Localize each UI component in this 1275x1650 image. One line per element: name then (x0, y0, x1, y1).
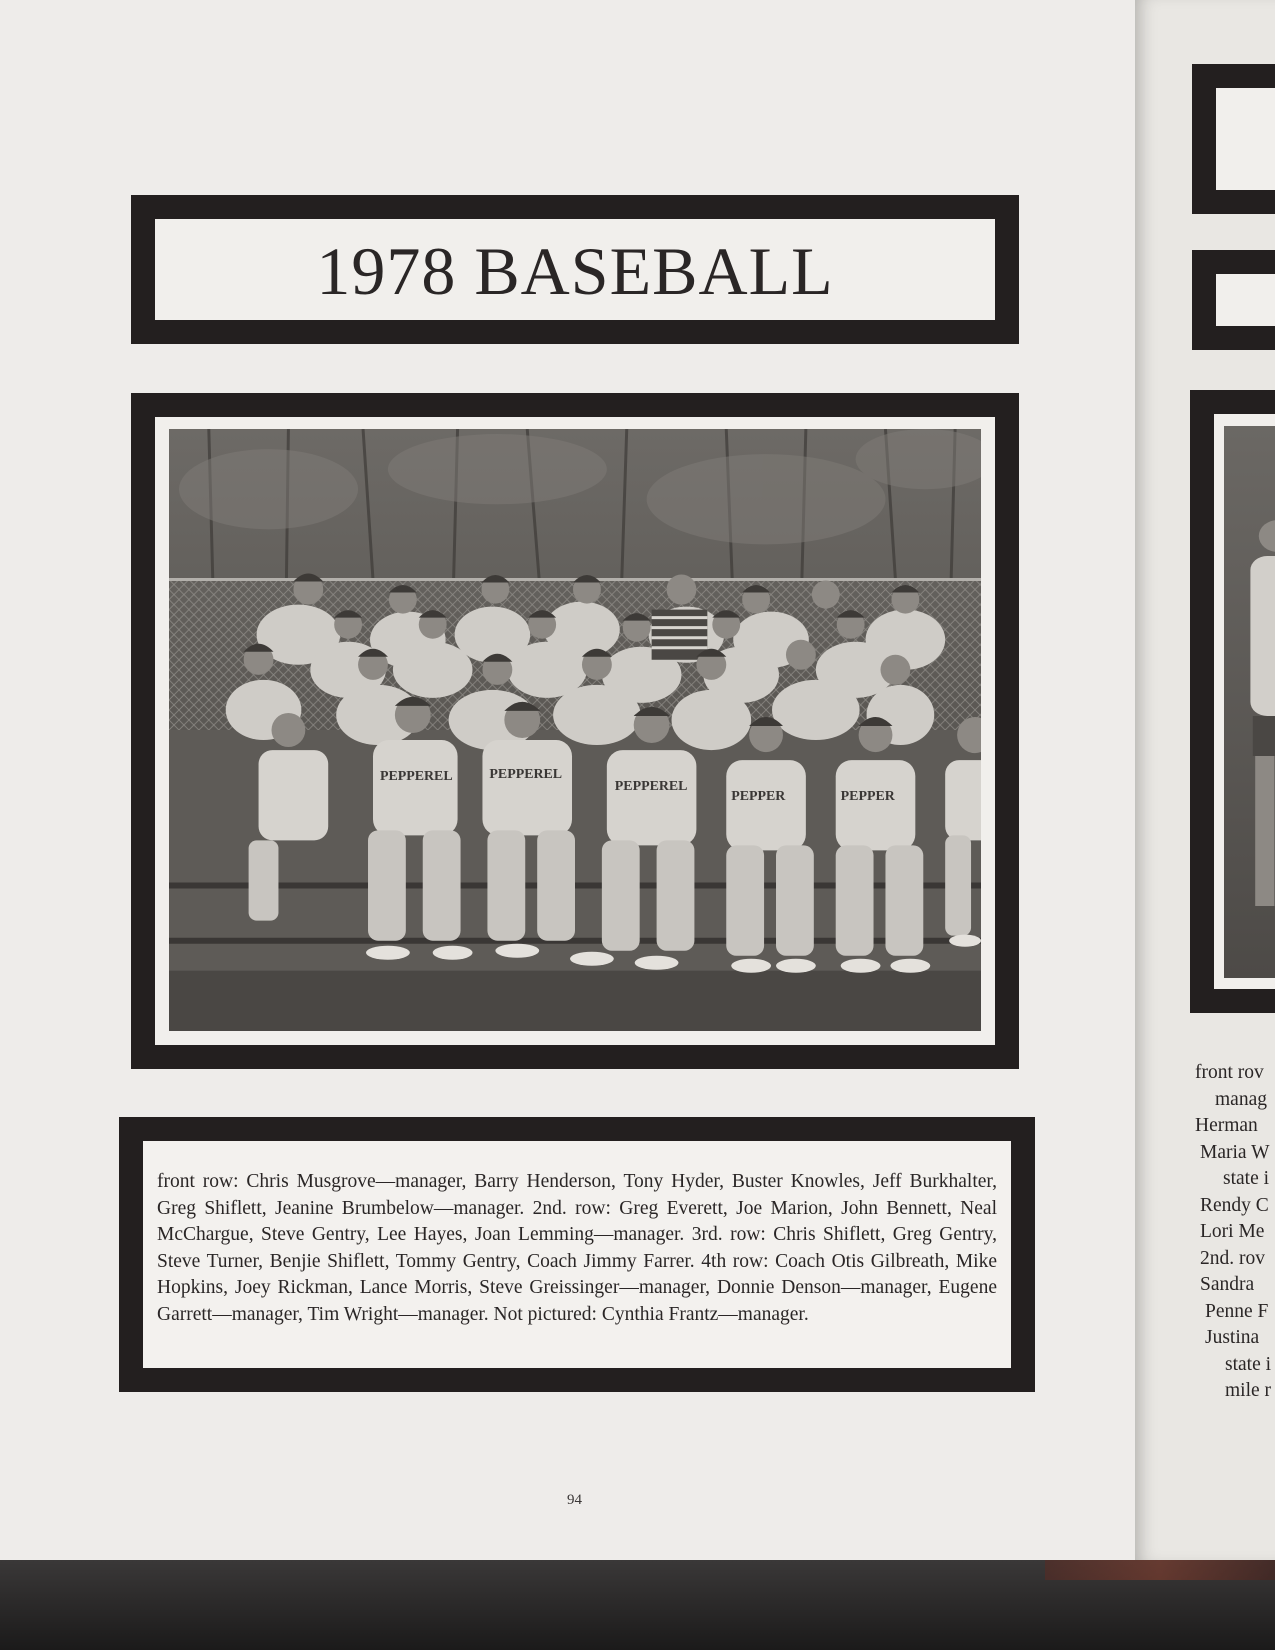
page-number: 94 (567, 1492, 582, 1508)
jersey-text: PEPPEREL (614, 779, 688, 795)
right-title-frame-1 (1192, 64, 1275, 214)
right-caption-line: Herman (1195, 1115, 1258, 1136)
right-title-frame-2 (1192, 250, 1275, 350)
photo-frame (131, 393, 1019, 1069)
right-caption-line: front rov (1195, 1062, 1264, 1083)
photo-caption: front row: Chris Musgrove—manager, Barry Henderson, Tony Hyder, Buster Knowles, Jeff Burkhalter, Greg Shiflett, Jeanine Brumbelow—manager. 2nd. row: Greg Everett, Joe Marion, John Bennett, Neal McChargue, Steve Gentry, Lee Hayes, Joan Lemming—manager. 3rd. row: Chris Shiflett, Greg Gentry, Steve Turner, Benjie Shiflett, Tommy Gentry, Coach Jimmy Farrer. 4th row: Coach Otis Gilbreath, Mike Hopkins, Joey Rickman, Lance Morris, Steve Greissinger—manager, Donnie Denson—manager, Eugene Garrett—manager, Tim Wright—manager. Not pictured: Cynthia Frantz—manager. (157, 1171, 997, 1325)
right-caption-line: manag (1215, 1088, 1267, 1110)
right-caption-line: Lori Me (1200, 1221, 1265, 1242)
right-caption-line: state i (1223, 1168, 1270, 1189)
right-photo (1224, 426, 1275, 978)
photo-mat (155, 417, 995, 1045)
right-caption-line: Sandra (1200, 1274, 1255, 1295)
right-caption-line: Justina (1205, 1327, 1260, 1348)
caption-frame (119, 1117, 1035, 1392)
page-title: 1978 BASEBALL (316, 233, 834, 309)
right-caption-line: Rendy C (1200, 1194, 1269, 1216)
right-caption (1135, 1060, 1275, 1405)
team-photo (169, 429, 981, 1031)
right-caption-line: Penne F (1205, 1300, 1269, 1322)
right-page (1135, 0, 1275, 1560)
right-caption-line: mile r (1225, 1380, 1272, 1401)
right-caption-line: 2nd. rov (1200, 1247, 1265, 1269)
title-frame (131, 195, 1019, 344)
caption-panel (143, 1141, 1011, 1368)
right-photo-image (1224, 426, 1275, 978)
jersey-text: PEPPER (840, 789, 895, 805)
book-cover-edge (0, 1560, 1275, 1650)
jersey-text: PEPPER (731, 789, 786, 805)
right-caption-line: Maria W (1200, 1141, 1270, 1163)
jersey-text: PEPPEREL (489, 767, 563, 783)
jersey-text: PEPPEREL (379, 769, 453, 785)
title-panel (155, 219, 995, 320)
right-photo-frame (1190, 390, 1275, 1013)
right-caption-line: state i (1225, 1353, 1272, 1375)
team-photo-image (169, 429, 981, 1031)
book-spine (1045, 1560, 1275, 1580)
